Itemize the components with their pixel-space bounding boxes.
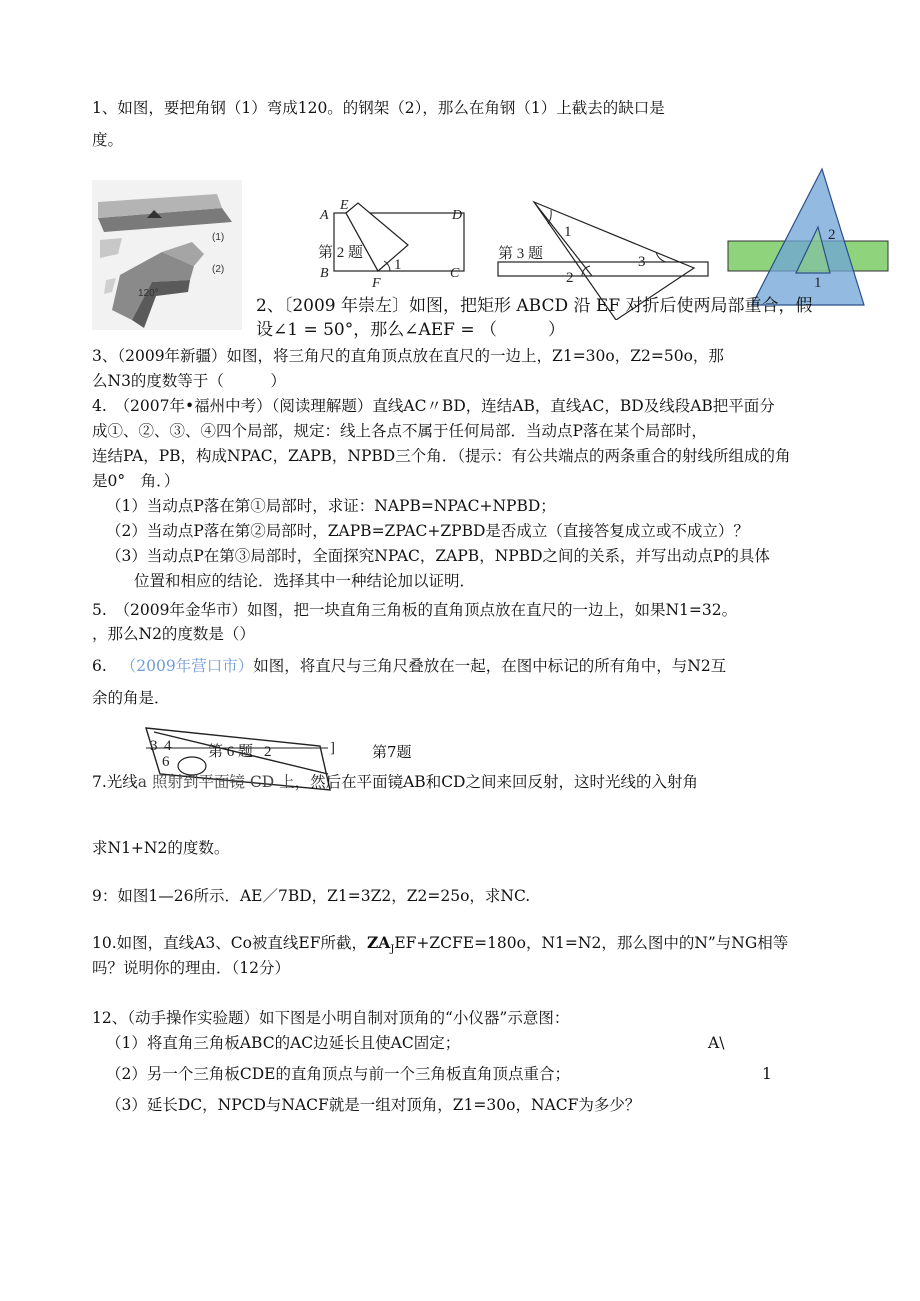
q12-sub-1: （1）将直角三角板ABC的AC边延长且使AC固定； xyxy=(106,1034,461,1052)
q4-sub-1: （1）当动点P落在第①局部时，求证：NAPB=NPAC+NPBD； xyxy=(106,497,556,515)
q2-line-2: 设∠1 = 50°，那么∠AEF = （ ） xyxy=(256,320,566,340)
q2-line-1: 2、〔2009 年崇左〕如图，把矩形 ABCD 沿 EF 对折后使两局部重合，假 xyxy=(256,296,813,316)
q4-sub-2: （2）当动点P落在第②局部时，ZAPB=ZPAC+ZPBD是否成立（直接答复成立或不成立）？ xyxy=(106,522,749,540)
figure-3-caption: 第 3 题 xyxy=(498,246,544,262)
figure-3-angle-3: 3 xyxy=(638,254,646,270)
figure-2-label-b: B xyxy=(320,266,329,281)
figure-2-caption: 第 2 题 xyxy=(318,245,364,261)
figure-3-angle-2: 2 xyxy=(566,270,574,286)
q10-part-c: EF+ZCFE=180o，N1=N2，那么图中的N”与NG相等 xyxy=(394,934,789,952)
figure-6-angle-6: 6 xyxy=(162,754,170,770)
q5-line-1: 5. （2009年金华市）如图，把一块直角三角板的直角顶点放在直尺的一边上，如果N1=32。 xyxy=(92,601,738,619)
q12-sub-1-side: A\ xyxy=(708,1034,725,1052)
figure-1-tag-2: (2) xyxy=(212,264,225,275)
q7-line-2: 求N1+N2的度数。 xyxy=(92,839,230,857)
figure-2-label-a: A xyxy=(320,208,329,223)
figure-2-label-e: E xyxy=(340,198,349,213)
q7-line-1 xyxy=(92,772,698,792)
q3-line-1: 3、（2009年新疆）如图，将三角尺的直角顶点放在直尺的一边上，Z1=30o，Z2=50o，那 xyxy=(92,347,724,365)
q3-line-2: 么N3的度数等于（ ） xyxy=(92,372,286,390)
q10-line-2: 吗？说明你的理由．（12分） xyxy=(92,959,290,977)
q12-sub-2-side: 1 xyxy=(762,1065,772,1083)
q4-line-2: 成①、②、③、④四个局部，规定：线上各点不属于任何局部．当动点P落在某个局部时， xyxy=(92,422,707,440)
q9-line-1: 9：如图1—26所示．AE／7BD，Z1=3Z2，Z2=25o，求NC. xyxy=(92,887,531,905)
figure-4-angle-1: 1 xyxy=(814,275,822,291)
q4-sub-3b: 位置和相应的结论．选择其中一种结论加以证明． xyxy=(134,572,476,590)
q6-line-1 xyxy=(92,656,726,676)
q6-text: 如图，将直尺与三角尺叠放在一起，在图中标记的所有角中，与N2互 xyxy=(253,657,727,675)
q5-line-2: ，那么N2的度数是（） xyxy=(92,625,255,643)
q4-sub-3a: （3）当动点P在第③局部时，全面探究NPAC，ZAPB，NPBD之间的关系，并写出动点P的具体 xyxy=(106,547,770,565)
q6-source-link[interactable]: （2009年营口市） xyxy=(120,657,254,675)
q10-line-1 xyxy=(92,933,788,960)
q6-line-2: 余的角是． xyxy=(92,689,170,707)
q4-line-3: 连结PA，PB，构成NPAC，ZAPB，NPBD三个角．（提示：有公共端点的两条重合的射线所组成的角 xyxy=(92,447,791,465)
figure-2-label-c: C xyxy=(450,266,460,281)
figure-6-bracket: ] xyxy=(330,740,335,756)
q7-overlay: a 照射到平面镜 CD 上 xyxy=(137,773,295,791)
figure-3-angle-1: 1 xyxy=(564,224,572,240)
q12-sub-2: （2）另一个三角板CDE的直角顶点与前一个三角板直角顶点重合； xyxy=(106,1065,570,1083)
figure-2-rectangle-fold xyxy=(318,195,478,295)
figure-6-angle-2: 2 xyxy=(264,744,272,760)
q4-line-4: 是0° 角．） xyxy=(92,472,180,490)
q1-line-1: 1、如图，要把角钢（1）弯成120。的钢架（2），那么在角钢（1）上截去的缺口是 xyxy=(92,99,665,117)
figure-4-angle-2: 2 xyxy=(828,227,836,243)
q6-number: 6. xyxy=(92,657,107,675)
q7-prefix: 7.光线 xyxy=(92,773,138,791)
figure-6-caption: 第 6 题 xyxy=(208,744,254,760)
q7-rest: ，然后在平面镜AB和CD之间来回反射，这时光线的入射角 xyxy=(294,773,698,791)
q4-line-1: 4. （2007年•福州中考）（阅读理解题）直线AC〃BD，连结AB，直线AC，BD及线段AB把平面分 xyxy=(92,397,775,415)
figure-1-tag-1: (1) xyxy=(212,232,225,243)
q10-part-sub: J xyxy=(390,944,395,956)
q12-line-1: 12、（动手操作实验题）如下图是小明自制对顶角的“小仪器”示意图： xyxy=(92,1009,570,1027)
figure-2-angle-1: 1 xyxy=(394,257,402,273)
figure-1-angle-label: 120° xyxy=(138,288,159,299)
figure-7-caption: 第7题 xyxy=(372,743,412,761)
q1-line-2: 度。 xyxy=(92,131,124,149)
figure-1-angle-steel xyxy=(92,180,242,330)
figure-6-angle-3: 3 xyxy=(150,738,158,754)
figure-2-label-f: F xyxy=(372,276,381,291)
q10-part-a: 10.如图，直线A3、Co被直线EF所截， xyxy=(92,934,367,952)
figure-2-label-d: D xyxy=(452,208,463,223)
q10-part-b: ZA xyxy=(366,933,391,952)
figure-6-angle-4: 4 xyxy=(164,738,172,754)
q12-sub-3: （3）延长DC，NPCD与NACF就是一组对顶角，Z1=30o，NACF为多少？ xyxy=(106,1096,641,1114)
